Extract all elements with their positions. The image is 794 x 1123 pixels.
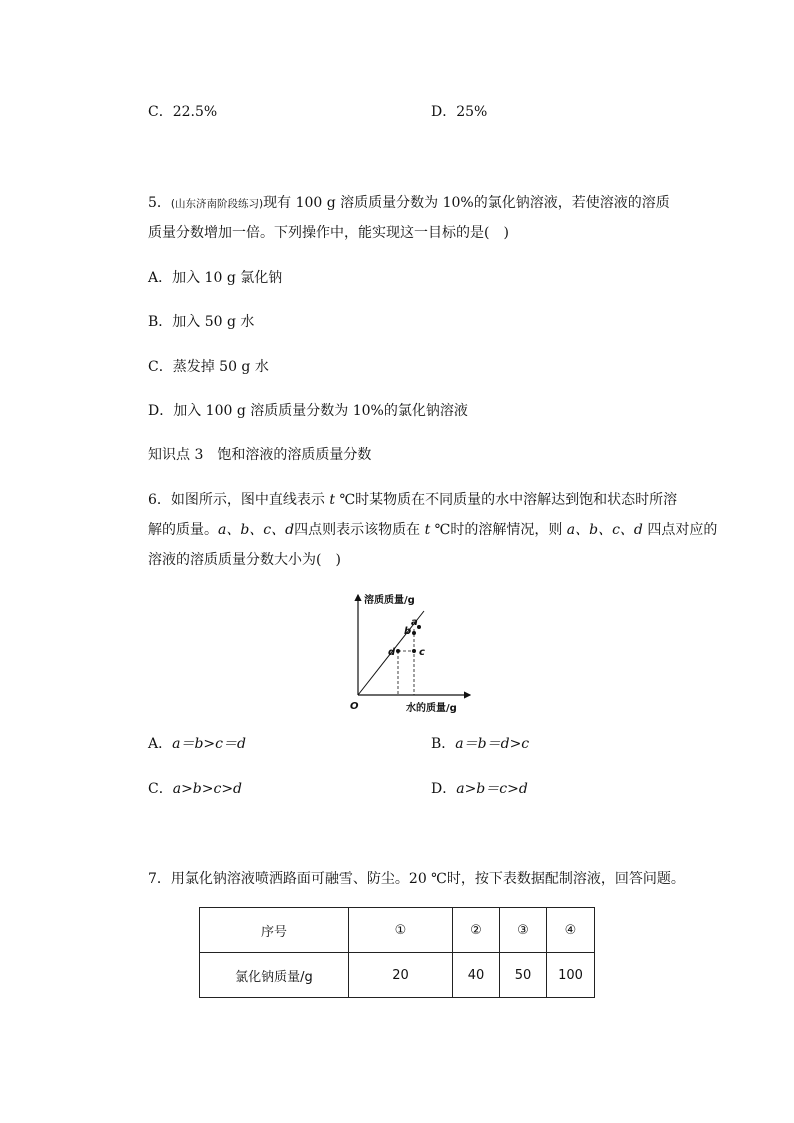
q5-stem-line2: 质量分数增加一倍。下列操作中，能实现这一目标的是( ) [148,225,509,241]
q5-option-d: D．加入 100 g 溶质质量分数为 10%的氯化钠溶液 [148,403,468,419]
table-cell: ③ [500,908,547,953]
q5-option-b: B．加入 50 g 水 [148,314,255,330]
q6-vars: a、b、c、d [566,522,643,538]
table-cell: 40 [453,953,500,998]
q6-stem-line2 [148,520,717,540]
table-header-cell: 序号 [200,908,349,953]
point-c [412,649,416,653]
q6-vars: a、b、c、d [218,522,295,538]
q6-text: 6．如图所示，图中直线表示 [148,492,330,508]
option-expr: a>b>c>d [172,781,243,797]
q5-option-c: C．蒸发掉 50 g 水 [148,359,269,375]
x-axis-label: 水的质量/g [406,703,457,714]
q6-option-a [148,734,246,754]
q6-option-d [431,779,528,799]
q6-stem-line1 [148,490,677,510]
q6-text: ℃时某物质在不同质量的水中溶解达到饱和状态时所溶 [335,492,678,508]
q6-text: 四点则表示该物质在 [294,522,425,538]
q6-text: 解的质量。 [148,522,218,538]
q6-text: 四点对应的 [642,522,718,538]
label-b: b [404,626,412,637]
q5-stem-line1 [148,193,670,214]
section-heading: 知识点 3 饱和溶液的溶质质量分数 [148,447,372,463]
q6-stem-line3: 溶液的溶质质量分数大小为( ) [148,552,341,568]
table-cell: ④ [547,908,595,953]
table-cell: ② [453,908,500,953]
option-expr: a>b＝c>d [456,781,528,797]
q4-option-d: D．25% [431,104,488,120]
table-cell: 20 [349,953,453,998]
option-prefix: C． [148,781,173,797]
label-c: c [419,647,425,658]
q5-source: (山东济南阶段练习) [170,198,264,210]
table-cell: 100 [547,953,595,998]
table-cell: 50 [500,953,547,998]
q6-var-t: t [424,522,431,538]
label-d: d [388,647,396,658]
solubility-figure [330,585,480,720]
table-header-cell: 氯化钠质量/g [200,953,349,998]
option-expr: a＝b＝d>c [455,736,530,752]
q4-option-c: C．22.5% [148,104,218,120]
q6-option-b [431,734,529,754]
option-expr: a＝b>c＝d [172,736,246,752]
q6-text: ℃时的溶解情况，则 [430,522,567,538]
option-prefix: D． [431,781,457,797]
nacl-data-table [199,907,595,998]
q5-number: 5． [148,195,171,211]
q7-stem: 7．用氯化钠溶液喷洒路面可融雪、防尘。20 ℃时，按下表数据配制溶液，回答问题。 [148,871,685,887]
q6-var-t: t [329,492,335,508]
option-prefix: A． [148,736,173,752]
origin-label: O [350,701,359,712]
q5-option-a: A．加入 10 g 氯化钠 [148,270,283,286]
point-d [396,649,400,653]
q6-option-c [148,779,242,799]
point-b [412,631,416,635]
label-a: a [411,617,418,628]
option-prefix: B． [431,736,456,752]
q5-stem-text: 现有 100 g 溶质质量分数为 10%的氯化钠溶液，若使溶液的溶质 [263,195,670,211]
table-row [200,953,595,998]
table-cell: ① [349,908,453,953]
y-axis-label: 溶质质量/g [364,595,415,606]
table-row [200,908,595,953]
